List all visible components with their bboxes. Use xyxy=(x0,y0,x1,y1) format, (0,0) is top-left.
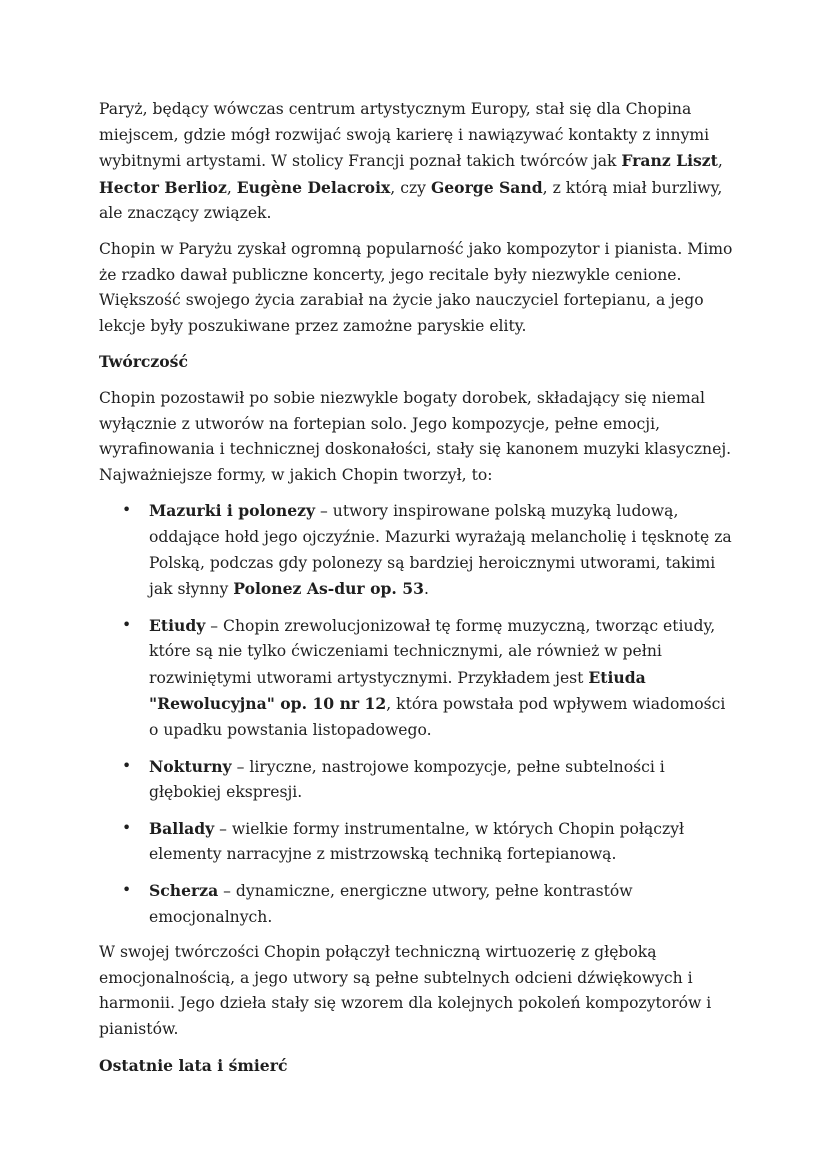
list-text: – Chopin zrewolucjonizował tę formę muzyczną, tworząc etiudy, które są nie tylko ćwiczeniami technicznymi, ale również w pełni rozwiniętymi utworami artystycznymi. Przykładem jest xyxy=(149,616,716,687)
list-term: Nokturny xyxy=(149,756,232,776)
list-item-etiudy xyxy=(99,613,739,744)
list-item-mazurki xyxy=(99,498,739,602)
list-text: – liryczne, nastrojowe kompozycje, pełne subtelności i głębokiej ekspresji. xyxy=(149,757,665,802)
forms-list xyxy=(99,498,739,930)
heading-ostatnie-lata: Ostatnie lata i śmierć xyxy=(99,1055,288,1075)
list-text: – wielkie formy instrumentalne, w których Chopin połączył elementy narracyjne z mistrzowską techniką fortepianową. xyxy=(149,819,685,864)
bullet-icon: • xyxy=(122,756,132,775)
name-berlioz: Hector Berlioz xyxy=(99,177,227,197)
document-content xyxy=(99,97,739,1089)
name-sand: George Sand xyxy=(430,177,543,197)
name-liszt: Franz Liszt xyxy=(621,151,718,171)
list-text: – utwory inspirowane polską muzyką ludową, oddające hołd jego ojczyźnie. Mazurki wyrażają melancholię i tęsknotę za Polską, podczas gdy polonezy są bardziej heroicznymi utworami, takimi jak słynny xyxy=(149,502,732,599)
paragraph-dorobek: Chopin pozostawił po sobie niezwykle bogaty dorobek, składający się niemal wyłącznie z utworów na fortepian solo. Jego kompozycje, pełne emocji, wyrafinowania i technicznej doskonałości, stały się kanonem muzyki klasycznej. Najważniejsze formy, w jakich Chopin tworzył, to: xyxy=(99,388,732,484)
list-term: Ballady xyxy=(149,818,215,838)
paragraph-popularity: Chopin w Paryżu zyskał ogromną popularność jako kompozytor i pianista. Mimo że rzadko dawał publiczne koncerty, jego recitale były niezwykle cenione. Większość swojego życia zarabiał na życie jako nauczyciel fortepianu, a jego lekcje były poszukiwane przez zamożne paryskie elity. xyxy=(99,239,733,335)
list-text: , która powstała pod wpływem wiadomości o upadku powstania listopadowego. xyxy=(149,695,726,740)
list-term: Polonez As-dur op. 53 xyxy=(233,579,424,599)
paragraph-paris xyxy=(99,97,739,227)
name-delacroix: Eugène Delacroix xyxy=(236,177,391,197)
list-term: Mazurki i polonezy xyxy=(149,501,316,521)
bullet-icon: • xyxy=(122,501,132,520)
paragraph-text: , z którą miał burzliwy, ale znaczący związek. xyxy=(99,178,723,223)
separator: , czy xyxy=(390,178,431,197)
paragraph-summary: W swojej twórczości Chopin połączył techniczną wirtuozerię z głęboką emocjonalnością, a jego utwory są pełne subtelnych odcieni dźwiękowych i harmonii. Jego dzieła stały się wzorem dla kolejnych pokoleń kompozytorów i pianistów. xyxy=(99,943,712,1038)
list-item-nokturny xyxy=(99,754,739,806)
list-term: Scherza xyxy=(149,881,219,901)
bullet-icon: • xyxy=(122,615,132,634)
list-text: . xyxy=(423,580,429,599)
list-text: – dynamiczne, energiczne utwory, pełne kontrastów emocjonalnych. xyxy=(149,882,633,926)
list-item-scherza xyxy=(99,878,739,930)
list-term: Etiudy xyxy=(149,615,206,635)
heading-tworczosc: Twórczość xyxy=(99,352,188,372)
separator: , xyxy=(226,178,237,197)
separator: , xyxy=(717,152,723,171)
paragraph-text: Paryż, będący wówczas centrum artystycznym Europy, stał się dla Chopina miejscem, gdzie mógł rozwijać swoją karierę i nawiązywać kontakty z innymi wybitnymi artystami. W stolicy Francji poznał takich twórców jak xyxy=(99,100,710,171)
list-term: Etiuda "Rewolucyjna" op. 10 nr 12 xyxy=(149,667,646,714)
bullet-icon: • xyxy=(122,881,132,900)
bullet-icon: • xyxy=(122,818,132,837)
list-item-ballady xyxy=(99,816,739,868)
